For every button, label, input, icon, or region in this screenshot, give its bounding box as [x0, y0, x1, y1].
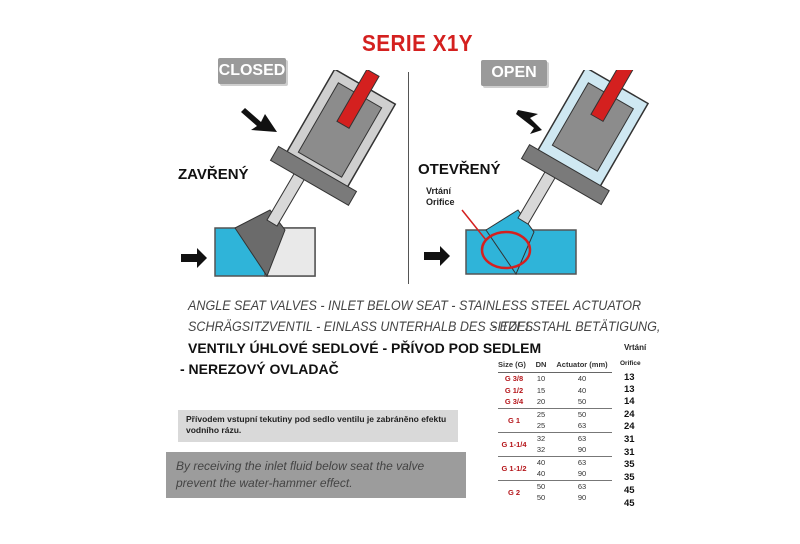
orifice-value: 45	[624, 498, 635, 509]
inlet-arrow-icon	[424, 246, 450, 266]
size-cell: G 2	[507, 487, 521, 497]
orifice-value: 14	[624, 396, 635, 407]
orifice-value: 13	[624, 384, 635, 395]
dn-cell: 25	[536, 409, 546, 419]
orifice-callout-cz: Vrtání	[426, 186, 452, 196]
open-valve-illustration	[420, 70, 660, 295]
size-cell: G 3/8	[504, 374, 524, 384]
dn-cell: 40	[530, 468, 552, 480]
orifice-value: 13	[624, 372, 635, 383]
actuator-cell: 90	[552, 468, 612, 480]
dn-cell: 32	[530, 444, 552, 456]
actuator-cell: 63	[577, 433, 587, 443]
orifice-value: 35	[624, 459, 635, 470]
actuator-cell: 63	[577, 457, 587, 467]
actuator-cell: 63	[552, 420, 612, 432]
open-badge: OPEN	[481, 60, 547, 86]
table-row	[498, 480, 612, 492]
spec-table	[498, 356, 612, 504]
inlet-arrow-icon	[181, 248, 207, 268]
open-state-label: OTEVŘENÝ	[418, 161, 501, 178]
orifice-value: 45	[624, 485, 635, 496]
table-header-row	[498, 356, 612, 373]
orifice-header-line1: Vrtání	[624, 343, 647, 352]
dn-cell: 32	[536, 433, 546, 443]
closed-badge: CLOSED	[218, 58, 286, 84]
table-row	[498, 373, 612, 385]
size-cell: G 1-1/2	[498, 456, 530, 480]
description-cz-line2: - NEREZOVÝ OVLADAČ	[180, 361, 339, 377]
actuator-cell: 50	[577, 409, 587, 419]
actuator-cell: 50	[552, 396, 612, 408]
actuator-cell: 40	[577, 374, 587, 384]
table-row	[498, 456, 612, 468]
orifice-column-header	[620, 343, 646, 369]
size-cell: G 1	[498, 408, 530, 432]
header-size: Size (G)	[498, 356, 530, 373]
table-row	[498, 408, 612, 420]
description-de-b: - EDELSTAHL BETÄTIGUNG,	[492, 319, 661, 334]
orifice-value: 24	[624, 421, 635, 432]
orifice-callout-en: Orifice	[426, 197, 455, 207]
orifice-value: 35	[624, 472, 635, 483]
dn-cell: 15	[536, 385, 546, 395]
header-actuator: Actuator (mm)	[552, 356, 612, 373]
note-en: By receiving the inlet fluid below seat the valve prevent the water-hammer effect.	[166, 452, 466, 498]
description-cz-line1: VENTILY ÚHLOVÉ SEDLOVÉ - PŘÍVOD POD SEDLEM	[188, 340, 542, 356]
note-cz: Přívodem vstupní tekutiny pod sedlo ventilu je zabráněno efektu vodního rázu.	[178, 410, 458, 442]
size-cell: G 3/4	[498, 396, 530, 408]
actuator-cell: 90	[552, 444, 612, 456]
dn-cell: 50	[536, 493, 546, 503]
section-divider	[408, 72, 409, 284]
table-row	[498, 432, 612, 444]
size-cell: G 1-1/4	[498, 432, 530, 456]
size-cell: G 1/2	[504, 385, 524, 395]
actuator-cell: 63	[577, 481, 587, 491]
dn-cell: 25	[530, 420, 552, 432]
dn-cell: 40	[536, 457, 546, 467]
table-row	[498, 396, 612, 408]
dn-cell: 50	[536, 481, 546, 491]
orifice-callout	[426, 186, 455, 208]
table-row	[498, 385, 612, 397]
page-title: SERIE X1Y	[362, 30, 474, 56]
orifice-header-line2: Orifice	[620, 360, 641, 367]
dn-cell: 20	[530, 396, 552, 408]
description-de-a: SCHRÄGSITZVENTIL - EINLASS UNTERHALB DES SITZES	[188, 319, 534, 334]
header-dn: DN	[530, 356, 552, 373]
closed-state-label: ZAVŘENÝ	[178, 166, 249, 183]
air-inlet-arrow-icon	[516, 110, 542, 134]
orifice-value: 31	[624, 447, 635, 458]
actuator-cell: 40	[577, 385, 587, 395]
orifice-value: 24	[624, 409, 635, 420]
actuator-cell: 90	[577, 493, 587, 503]
dn-cell: 10	[536, 374, 546, 384]
exhaust-arrow-icon	[241, 108, 277, 132]
orifice-value: 31	[624, 434, 635, 445]
description-en: ANGLE SEAT VALVES - INLET BELOW SEAT - STAINLESS STEEL ACTUATOR	[188, 298, 642, 313]
